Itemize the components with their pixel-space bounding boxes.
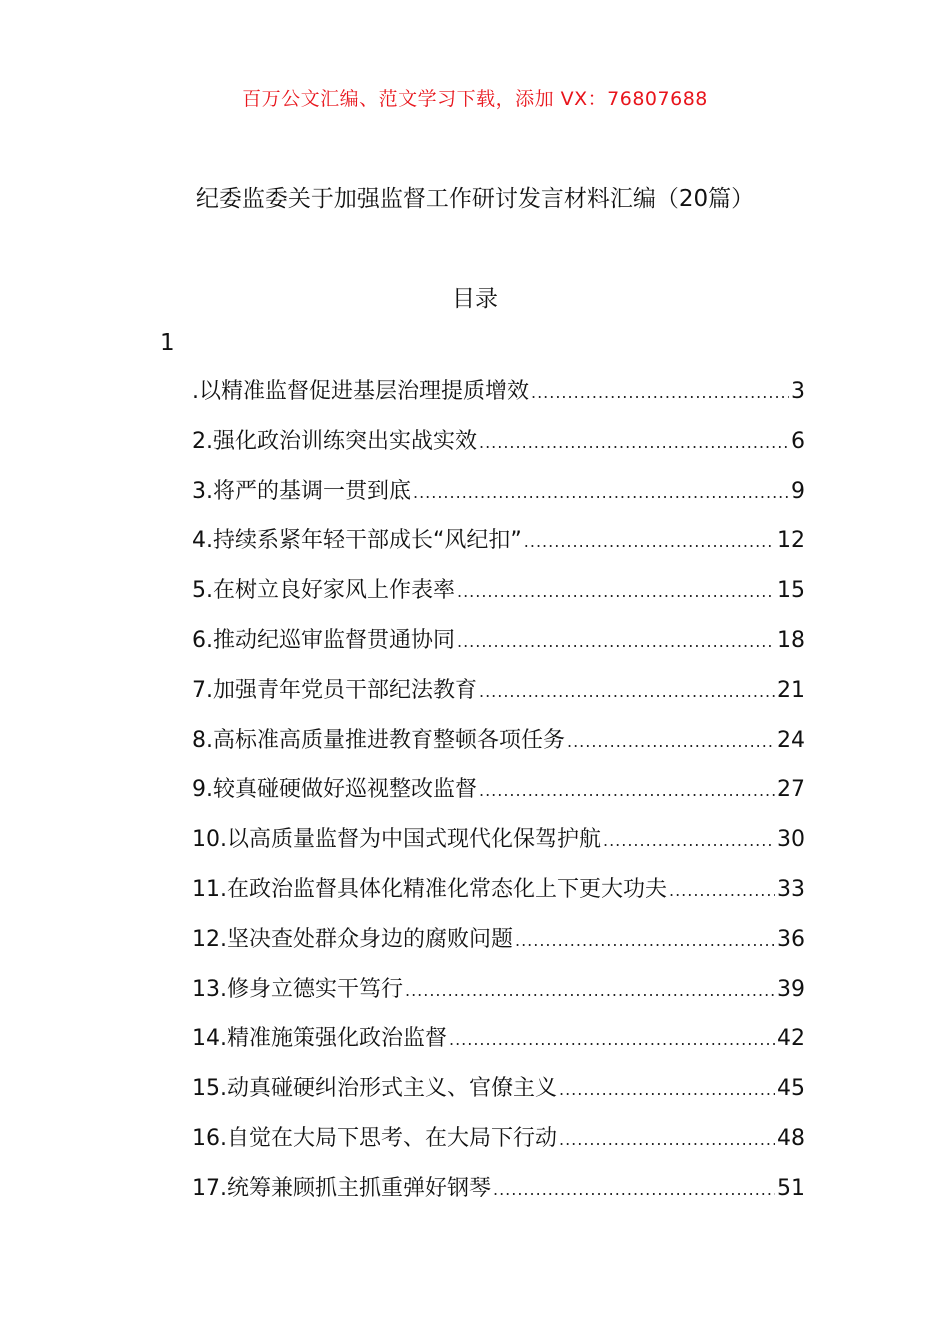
toc-item[interactable] bbox=[192, 1021, 805, 1071]
toc-item-page: 12 bbox=[777, 528, 805, 554]
document-title: 纪委监委关于加强监督工作研讨发言材料汇编（20篇） bbox=[195, 186, 755, 212]
toc-item-page: 48 bbox=[777, 1125, 805, 1151]
toc-item-page: 39 bbox=[777, 976, 805, 1002]
table-of-contents bbox=[192, 374, 805, 1221]
toc-item[interactable] bbox=[192, 1171, 805, 1221]
toc-leader bbox=[559, 1080, 775, 1099]
toc-item-page: 21 bbox=[777, 677, 805, 703]
toc-leader bbox=[524, 532, 775, 551]
toc-item-page: 51 bbox=[777, 1175, 805, 1201]
toc-leader bbox=[493, 1180, 775, 1199]
toc-leader bbox=[559, 1130, 775, 1149]
toc-heading: 目录 bbox=[452, 286, 498, 312]
toc-item-page: 9 bbox=[791, 478, 805, 504]
toc-item-label: 13.修身立德实干笃行 bbox=[192, 976, 403, 1002]
toc-item-label: 16.自觉在大局下思考、在大局下行动 bbox=[192, 1125, 557, 1151]
toc-item[interactable] bbox=[192, 573, 805, 623]
toc-leader bbox=[531, 383, 789, 402]
toc-item-label: 15.动真碰硬纠治形式主义、官僚主义 bbox=[192, 1076, 557, 1102]
toc-item-page: 18 bbox=[777, 627, 805, 653]
toc-leader bbox=[457, 582, 775, 601]
toc-item[interactable] bbox=[192, 523, 805, 573]
toc-item-label: 3.将严的基调一贯到底 bbox=[192, 478, 411, 504]
toc-leader bbox=[479, 682, 775, 701]
toc-item[interactable] bbox=[192, 474, 805, 524]
toc-leader bbox=[413, 483, 789, 502]
toc-item[interactable] bbox=[192, 872, 805, 922]
toc-item-page: 30 bbox=[777, 827, 805, 853]
toc-item[interactable] bbox=[192, 922, 805, 972]
toc-item-page: 33 bbox=[777, 876, 805, 902]
toc-item-page: 45 bbox=[777, 1076, 805, 1102]
toc-leader bbox=[479, 433, 789, 452]
toc-item-label: 11.在政治监督具体化精准化常态化上下更大功夫 bbox=[192, 876, 667, 902]
toc-item-page: 42 bbox=[777, 1026, 805, 1052]
toc-item-label: 17.统筹兼顾抓主抓重弹好钢琴 bbox=[192, 1175, 491, 1201]
toc-item[interactable] bbox=[192, 723, 805, 773]
toc-item-label: 6.推动纪巡审监督贯通协同 bbox=[192, 627, 455, 653]
toc-leader bbox=[603, 831, 775, 850]
toc-item[interactable] bbox=[192, 972, 805, 1022]
toc-item-label: .以精准监督促进基层治理提质增效 bbox=[192, 379, 529, 404]
toc-item-label: 12.坚决查处群众身边的腐败问题 bbox=[192, 926, 513, 952]
toc-item[interactable] bbox=[192, 623, 805, 673]
toc-item[interactable] bbox=[192, 772, 805, 822]
toc-item-page: 15 bbox=[777, 578, 805, 604]
toc-item-page: 6 bbox=[791, 428, 805, 454]
toc-item-label: 14.精准施策强化政治监督 bbox=[192, 1026, 447, 1052]
toc-item-label: 7.加强青年党员干部纪法教育 bbox=[192, 677, 477, 703]
toc-leader bbox=[457, 632, 775, 651]
toc-item-label: 10.以高质量监督为中国式现代化保驾护航 bbox=[192, 827, 601, 853]
toc-item-label: 8.高标准高质量推进教育整顿各项任务 bbox=[192, 727, 565, 753]
toc-item[interactable] bbox=[192, 822, 805, 872]
header-note: 百万公文汇编、范文学习下载，添加 VX：76807688 bbox=[242, 88, 708, 110]
toc-item[interactable] bbox=[192, 673, 805, 723]
toc-item-label: 5.在树立良好家风上作表率 bbox=[192, 578, 455, 604]
toc-item-label: 2.强化政治训练突出实战实效 bbox=[192, 428, 477, 454]
toc-leader bbox=[405, 981, 775, 1000]
toc-item[interactable] bbox=[192, 1121, 805, 1171]
toc-item-label: 4.持续系紧年轻干部成长“风纪扣” bbox=[192, 528, 522, 554]
toc-item[interactable] bbox=[192, 424, 805, 474]
toc-item-page: 24 bbox=[777, 727, 805, 753]
toc-item-page: 27 bbox=[777, 777, 805, 803]
toc-item-page: 36 bbox=[777, 926, 805, 952]
toc-item[interactable] bbox=[192, 374, 805, 424]
toc-leader bbox=[479, 781, 775, 800]
toc-item[interactable] bbox=[192, 1071, 805, 1121]
section-number: 1 bbox=[160, 330, 175, 356]
toc-leader bbox=[449, 1030, 775, 1049]
toc-item-label: 9.较真碰硬做好巡视整改监督 bbox=[192, 777, 477, 803]
toc-leader bbox=[515, 931, 775, 950]
toc-item-page: 3 bbox=[791, 379, 805, 404]
toc-leader bbox=[567, 732, 775, 751]
toc-leader bbox=[669, 881, 775, 900]
